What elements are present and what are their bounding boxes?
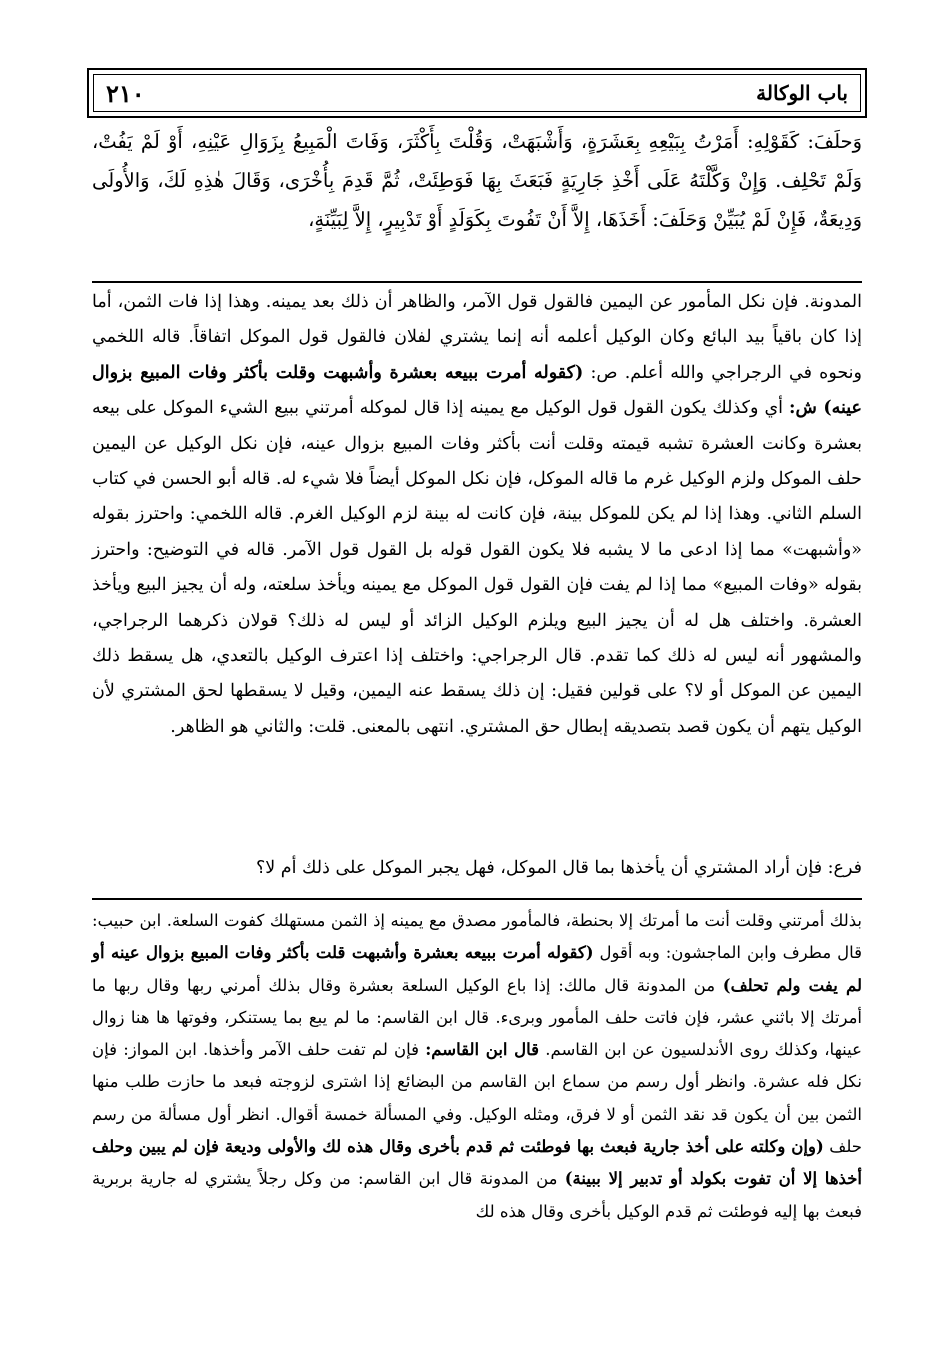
footnote-text-2: من المدونة قال مالك: إذا باع الوكيل السلعة بعشرة وقال بذلك أمرني ربها وقال ربها ما أمرتك إلا باثني عشر، فإن فاتت حلف المأمور وبرىء. قال ابن القاسم: ما لم يبع بما يستنكر، وفوتها ها هنا زوال عينها، وكذلك روى الأندلسيون عن ابن القاسم. [92,975,862,1060]
commentary-text-2: أي وكذلك يكون القول قول الوكيل مع يمينه إذا قال لموكله أمرتني ببيع الشيء الموكل على بيعه بعشرة وكانت العشرة تشبه قيمته وقلت أنت بأكثر وفات المبيع بزوال عينه، فإن نكل الوكيل عن اليمين حلف الموكل ولزم الوكيل غرم ما قاله الموكل، فإن نكل الموكل أيضاً فلا شيء له. قاله أبو الحسن في كتاب السلم الثاني. وهذا إذا لم يكن للموكل بينة، فإن كانت له بينة لزم الوكيل الغرم. قاله اللخمي: واحترز بقوله «وأشبهت» مما إذا ادعى ما لا يشبه فلا يكون القول قوله بل القول قول الآمر. قاله في التوضيح: واحترز بقوله «وفات المبيع» مما إذا لم يفت فإن القول قول الموكل مع يمينه ويأخذ سلعته، وله أن يجيز البيع ويأخذ العشرة. واختلف هل له أن يجيز البيع ويلزم الوكيل الزائد أو ليس له ذلك؟ قولان ذكرهما الرجراجي، والمشهور أنه ليس له ذلك كما تقدم. قال الرجراجي: واختلف إذا اعترف الوكيل بالتعدي، هل يسقط ذلك اليمين عن الموكل أو لا؟ على قولين فقيل: إن ذلك يسقط عنه اليمين، وقيل لا يسقطها لحق المشتري لأن الوكيل يتهم أن يكون قصد بتصديقه إبطال حق المشتري. انتهى بالمعنى. قلت: والثاني هو الظاهر. [92,398,862,737]
chapter-title: باب الوكالة [756,81,848,105]
matn-paragraph: وَحلَفَ: كَقَوْلِهِ: أَمَرْتُ بِبَيْعِهِ بِعَشَرَةٍ، وَأَشْبَهَتْ، وَقُلْتَ بِأَكْثَرَ، وَفَاتَ الْمَبِيعُ بِزَوَالِ عَيْنِهِ، أَوْ لَمْ يَفُتْ، وَلَمْ تَحْلِف. وَإِنْ وَكَّلْتَهُ عَلَى أَخْذِ جَارِيَةٍ فَبَعَثَ بِهَا فَوَطِئَتْ، ثُمَّ قَدِمَ بِأُخْرَى، وَقَالَ هٰذِهِ لَكَ، وَالأُولَى وَدِيعَةٌ، فَإِنْ لَمْ يُبَيِّنْ وَحَلَفَ: أَخَذَهَا، إِلاَّ أَنْ تَفُوتَ بِكَوَلَدٍ أَوْ تَدْبِيرٍ، إِلاَّ لِبَيِّنَةٍ، [92,130,862,231]
page-header [87,68,867,118]
far-branch-block [92,851,862,886]
commentary-quote-bold: (كقوله أمرت ببيعه بعشرة وأشبهت وقلت بأكثر وفات المبيع بزوال عينه) ش: [92,362,862,419]
footnote-text-1: بذلك أمرتني وقلت أنت ما أمرتك إلا بحنطة، فالمأمور مصدق مع يمينه إذ الثمن مستهلك كفوت السلعة. ابن حبيب: قال مطرف وابن الماجشون: وبه أقول [92,911,862,963]
commentary-paragraph [92,285,862,745]
footnote-quote-bold-3: (وإن وكلته على أخذ جارية فبعث بها فوطئت ثم قدم بأخرى وقال هذه لك والأولى وديعة فإن لم يبين وحلف أخذها إلا أن تفوت بكولد أو تدبير إلا ببينة) [92,1137,862,1189]
footnote-text-4: من المدونة قال ابن القاسم: من وكل رجلاً يشتري له جارية بربرية فبعث بها إليه فوطئت ثم قدم الوكيل بأخرى وقال هذه لك [92,1169,862,1221]
footnote-paragraph [92,905,862,1228]
footnote-quote-bold-2: قال ابن القاسم: [425,1040,540,1060]
footnotes-block [92,905,862,1228]
commentary-text-1: المدونة. فإن نكل المأمور عن اليمين فالقول قول الآمر، والظاهر أن ذلك بعد يمينه. وهذا إذا فات الثمن، أما إذا كان باقياً بيد البائع وكان الوكيل أعلمه أنه إنما يشتري لفلان فالقول قول الموكل اتفاقاً. قاله اللخمي ونحوه في الرجراجي والله أعلم. ص: [92,292,862,383]
matn-text-block [92,122,862,239]
commentary-block [92,285,862,745]
matn-divider [92,281,862,283]
footnote-quote-bold-1: (كقوله أمرت ببيعه بعشرة وأشبهت قلت بأكثر وفات المبيع بزوال عينه أو لم يفت ولم تحلف) [92,943,863,995]
footnote-text-3: فإن لم تفت حلف الآمر وأخذها. ابن المواز: فإن نكل فله عشرة. وانظر أول رسم من سماع ابن القاسم من البضائع إذا اشترى لزوجته فبعد ما حازت طلب منها الثمن بين أن يكون قد نقد الثمن أو لا فرق، ومثله الوكيل. وفي المسألة خمسة أقوال. انظر أول مسألة من رسم حلف [92,1040,862,1157]
page-number: ٢١٠ [106,78,145,108]
footnote-divider [92,898,862,900]
far-branch-paragraph: فرع: فإن أراد المشتري أن يأخذها بما قال الموكل، فهل يجبر الموكل على ذلك أم لا؟ [255,858,862,878]
page-header-inner [93,74,861,112]
